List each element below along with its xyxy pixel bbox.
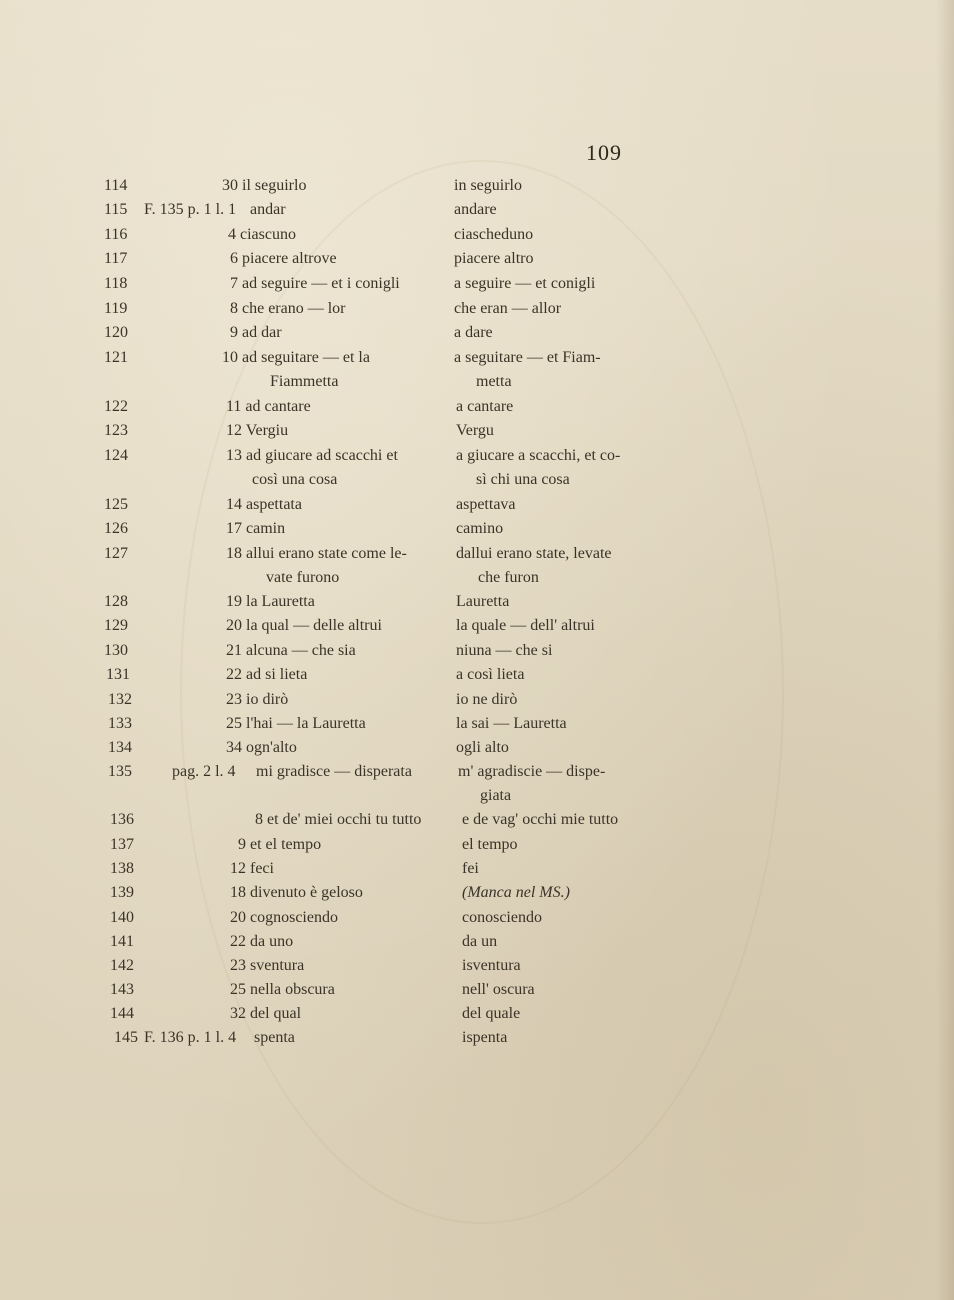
- manuscript-reading: isventura: [462, 957, 521, 974]
- manuscript-reading: a così lieta: [456, 666, 525, 683]
- manuscript-reading: io ne dirò: [456, 691, 518, 708]
- manuscript-reading: a giucare a scacchi, et co-: [456, 447, 621, 464]
- row-number: 139: [110, 884, 134, 901]
- printed-reading: 8 che erano — lor: [230, 300, 346, 317]
- row-number: 120: [104, 324, 128, 341]
- row-number: 143: [110, 981, 134, 998]
- manuscript-reading: nell' oscura: [462, 981, 535, 998]
- manuscript-reading-continuation: che furon: [478, 569, 539, 586]
- manuscript-reading: ciascheduno: [454, 226, 534, 243]
- manuscript-reading: e de vag' occhi mie tutto: [462, 811, 619, 828]
- printed-reading: 7 ad seguire — et i conigli: [230, 275, 400, 292]
- printed-reading: mi gradisce — disperata: [256, 763, 412, 780]
- row-number: 123: [104, 422, 128, 439]
- manuscript-reading: la quale — dell' altrui: [456, 617, 595, 634]
- printed-reading: 9 ad dar: [230, 324, 282, 341]
- manuscript-reading: ispenta: [462, 1029, 508, 1046]
- row-number: 131: [106, 666, 130, 683]
- row-number: 129: [104, 617, 128, 634]
- manuscript-reading: a dare: [454, 324, 493, 341]
- printed-reading: 34 ogn'alto: [226, 739, 297, 756]
- manuscript-reading: da un: [462, 933, 498, 950]
- printed-reading: 25 l'hai — la Lauretta: [226, 715, 366, 732]
- printed-reading: 18 allui erano state come le-: [226, 545, 407, 562]
- printed-reading-continuation: Fiammetta: [270, 373, 339, 390]
- row-number: 136: [110, 811, 134, 828]
- row-number: 122: [104, 398, 128, 415]
- manuscript-reading: piacere altro: [454, 250, 534, 267]
- printed-reading: 30 il seguirlo: [222, 177, 307, 194]
- manuscript-reading: m' agradiscie — dispe-: [458, 763, 606, 780]
- page-line-reference: pag. 2 l. 4: [172, 763, 236, 780]
- row-number: 133: [108, 715, 132, 732]
- row-number: 116: [104, 226, 128, 243]
- printed-reading: 21 alcuna — che sia: [226, 642, 356, 659]
- printed-reading: 32 del qual: [230, 1005, 302, 1022]
- manuscript-reading: (Manca nel MS.): [462, 884, 570, 901]
- printed-reading: 22 ad si lieta: [226, 666, 308, 683]
- printed-reading: 11 ad cantare: [226, 398, 311, 415]
- page-line-reference: F. 136 p. 1 l. 4: [144, 1029, 237, 1046]
- printed-reading: 20 cognosciendo: [230, 909, 338, 926]
- manuscript-reading: a seguitare — et Fiam-: [454, 349, 601, 366]
- manuscript-reading: el tempo: [462, 836, 518, 853]
- row-number: 126: [104, 520, 128, 537]
- manuscript-reading: andare: [454, 201, 497, 218]
- row-number: 127: [104, 545, 128, 562]
- printed-reading-continuation: vate furono: [266, 569, 340, 586]
- row-number: 121: [104, 349, 128, 366]
- manuscript-reading: Vergu: [456, 422, 494, 439]
- row-number: 142: [110, 957, 134, 974]
- row-number: 114: [104, 177, 128, 194]
- row-number: 137: [110, 836, 134, 853]
- printed-reading: spenta: [254, 1029, 295, 1046]
- row-number: 140: [110, 909, 134, 926]
- printed-reading: 23 sventura: [230, 957, 305, 974]
- printed-reading: 12 feci: [230, 860, 274, 877]
- printed-reading: 19 la Lauretta: [226, 593, 315, 610]
- printed-reading: 20 la qual — delle altrui: [226, 617, 382, 634]
- printed-reading: 12 Vergiu: [226, 422, 289, 439]
- page-number: 109: [586, 140, 622, 165]
- row-number: 144: [110, 1005, 134, 1022]
- row-number: 132: [108, 691, 132, 708]
- printed-reading: 9 et el tempo: [238, 836, 322, 853]
- manuscript-reading: fei: [462, 860, 479, 877]
- manuscript-reading: che eran — allor: [454, 300, 562, 317]
- manuscript-reading: la sai — Lauretta: [456, 715, 567, 732]
- manuscript-reading: Lauretta: [456, 593, 510, 610]
- manuscript-reading: del quale: [462, 1005, 521, 1022]
- manuscript-reading: niuna — che si: [456, 642, 553, 659]
- manuscript-reading-continuation: metta: [476, 373, 512, 390]
- printed-reading: 8 et de' miei occhi tu tutto: [255, 811, 422, 828]
- manuscript-reading: a cantare: [456, 398, 514, 415]
- row-number: 138: [110, 860, 134, 877]
- printed-reading: 4 ciascuno: [228, 226, 296, 243]
- manuscript-reading: aspettava: [456, 496, 516, 513]
- row-number: 124: [104, 447, 128, 464]
- manuscript-reading: camino: [456, 520, 504, 537]
- printed-reading: 13 ad giucare ad scacchi et: [226, 447, 398, 464]
- row-number: 125: [104, 496, 128, 513]
- printed-reading: 22 da uno: [230, 933, 294, 950]
- manuscript-reading: conosciendo: [462, 909, 542, 926]
- row-number: 145: [114, 1029, 138, 1046]
- row-number: 130: [104, 642, 128, 659]
- printed-reading-continuation: così una cosa: [252, 471, 338, 488]
- row-number: 128: [104, 593, 128, 610]
- manuscript-reading: a seguire — et conigli: [454, 275, 596, 292]
- manuscript-reading: dallui erano state, levate: [456, 545, 612, 562]
- printed-reading: andar: [250, 201, 286, 218]
- manuscript-reading: ogli alto: [456, 739, 509, 756]
- printed-reading: 23 io dirò: [226, 691, 289, 708]
- row-number: 134: [108, 739, 132, 756]
- printed-reading: 17 camin: [226, 520, 286, 537]
- manuscript-reading-continuation: sì chi una cosa: [476, 471, 570, 488]
- manuscript-reading: in seguirlo: [454, 177, 522, 194]
- row-number: 141: [110, 933, 134, 950]
- row-number: 119: [104, 300, 128, 317]
- manuscript-reading-continuation: giata: [480, 787, 512, 804]
- printed-reading: 10 ad seguitare — et la: [222, 349, 370, 366]
- printed-reading: 18 divenuto è geloso: [230, 884, 363, 901]
- row-number: 115: [104, 201, 128, 218]
- printed-reading: 25 nella obscura: [230, 981, 335, 998]
- row-number: 118: [104, 275, 128, 292]
- printed-reading: 14 aspettata: [226, 496, 302, 513]
- page-line-reference: F. 135 p. 1 l. 1: [144, 201, 237, 218]
- row-number: 135: [108, 763, 132, 780]
- printed-reading: 6 piacere altrove: [230, 250, 337, 267]
- row-number: 117: [104, 250, 128, 267]
- page-edge-shadow: [936, 0, 954, 1300]
